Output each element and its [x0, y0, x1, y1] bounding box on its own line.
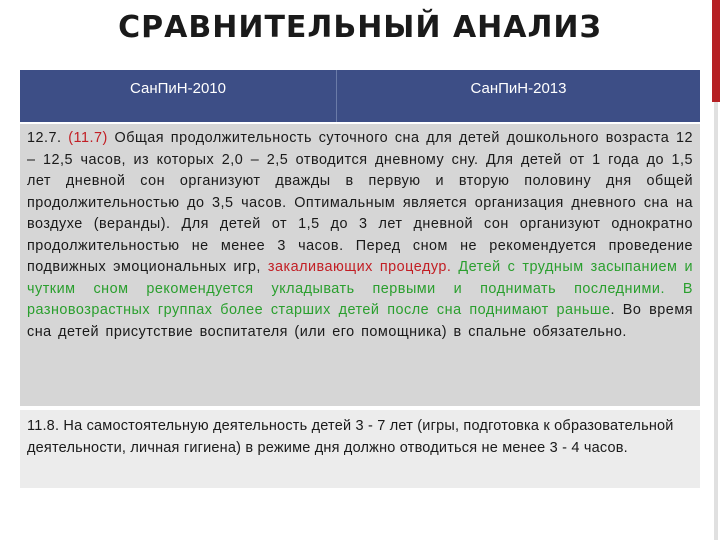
comparison-table — [20, 70, 700, 488]
header-sanpin-2010: СанПиН-2010 — [20, 70, 337, 122]
highlight-green-text: Детей с трудным засыпанием и чутким сном рекомендуется укладывать первыми и поднимать последними. В разновозрастных группах более старших детей после сна поднимают раньше — [27, 259, 693, 318]
header-sanpin-2013: СанПиН-2013 — [337, 70, 700, 122]
table-row-activity — [20, 410, 700, 488]
table-header-row — [20, 70, 700, 122]
clause-text-end: . Во время сна детей присутствие воспитателя (или его помощника) в спальне обязательно. — [27, 302, 693, 340]
table-row-sleep — [20, 124, 700, 406]
clause-reference: (11.7) — [68, 130, 108, 146]
accent-bar-track — [714, 102, 718, 540]
clause-number: 12.7. — [27, 130, 62, 146]
highlight-red-text: закаливающих процедур — [267, 259, 447, 275]
slide-title: СРАВНИТЕЛЬНЫЙ АНАЛИЗ — [118, 10, 602, 45]
clause-text: Общая продолжительность суточного сна для детей дошкольного возраста 12 – 12,5 часов, из которых 2,0 – 2,5 отводится дневному сну. Для детей от 1 года до 1,5 лет дневной сон организуют дважды в первую и вторую половину дня общей продолжительностью до 3,5 часов. Оптимальным является организация дневного сна на воздухе (веранды). Для детей от 1,5 до 3 лет дневной сон организуют однократно продолжительностью не менее 3 часов. Перед сном не рекомендуется проведение подвижных эмоциональных игр, — [27, 130, 694, 275]
clause-activity-text: 11.8. На самостоятельную деятельность детей 3 - 7 лет (игры, подготовка к образовательной деятельности, личная гигиена) в режиме дня должно отводиться не менее 3 - 4 часов. — [27, 418, 674, 456]
highlight-red-dot: . — [446, 259, 452, 275]
